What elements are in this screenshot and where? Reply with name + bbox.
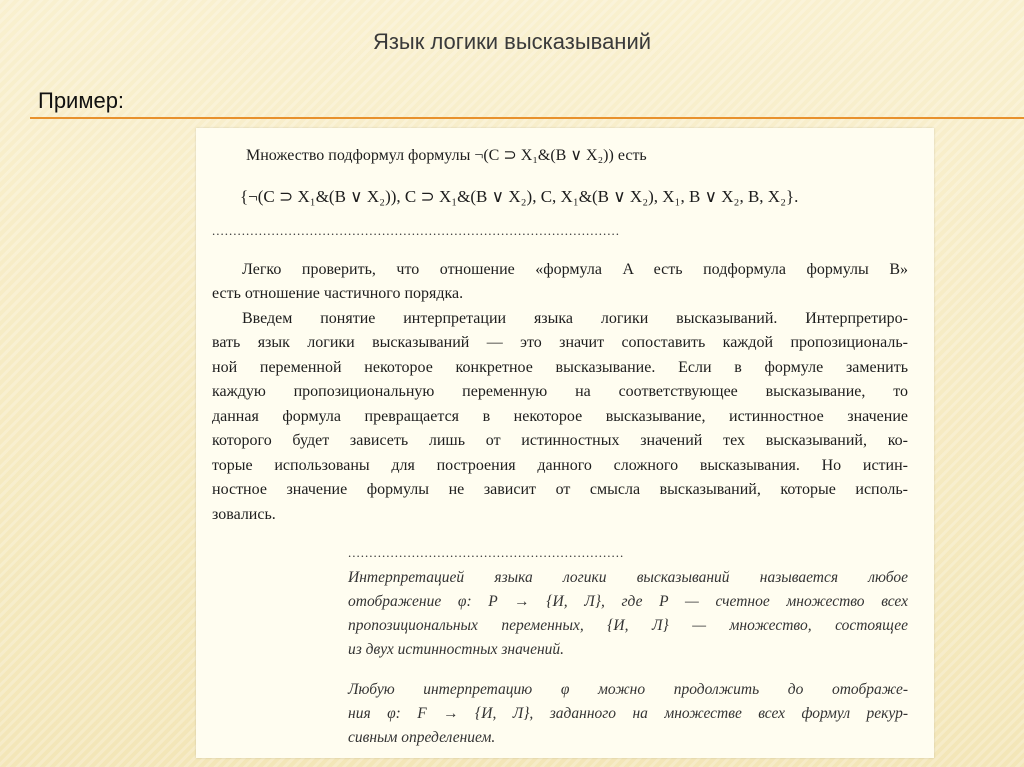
text-line: Легко проверить, что отношение «формула A есть подформула формулы B» [242,260,908,278]
text-line: есть отношение частичного порядка. [212,285,464,302]
text-line: отображение φ: P → {И, Л}, где P — счетное множество всех [348,592,908,610]
text-line: которого будет зависеть лишь от истинностных значений тех высказываний, ко- [212,432,908,449]
text-line: Любую интерпретацию φ можно продолжить до отображе- [348,680,908,698]
formula-intro: Множество подформул формулы ¬(C ⊃ X₁&(B ∨ X₂)) есть [246,147,647,164]
dotted-separator: ................................................................. [348,545,625,560]
text-line: данная формула превращается в некоторое высказывание, истинностное значение [212,407,908,425]
text-line: из двух истинностных значений. [348,640,565,658]
text-line: каждую пропозициональную переменную на соответствующее высказывание, то [212,383,908,400]
subformula-set: {¬(C ⊃ X₁&(B ∨ X₂)), C ⊃ X₁&(B ∨ X₂), C, X₁&(B ∨ X₂), X₁, B ∨ X₂, B, X₂}. [240,186,799,206]
text-line: вать язык логики высказываний — это значит сопоставить каждой пропозициональ- [212,334,908,351]
text-line: ной переменной некоторое конкретное высказывание. Если в формуле заменить [212,358,908,376]
definition-interpretation [348,566,908,662]
text-line: торые использованы для построения данного сложного высказывания. Но истин- [212,456,908,474]
dotted-separator: ................................................................................................ [212,223,620,238]
text-line: ностное значение формулы не зависит от смысла высказываний, которые исполь- [212,481,908,498]
text-line: ния φ: F → {И, Л}, заданного на множестве всех формул рекур- [348,704,908,722]
text-line: сивным определением. [348,728,496,746]
text-line: пропозициональных переменных, {И, Л} — множество, состоящее [348,616,908,634]
scanned-book-page [196,128,934,758]
text-line: Введем понятие интерпретации языка логики высказываний. Интерпретиро- [242,309,908,327]
paragraph-partial-order [212,258,908,307]
heading-divider [30,117,1024,119]
definition-extension [348,678,908,750]
paragraph-interpretation [212,307,908,528]
text-line: зовались. [212,505,276,523]
slide-title: Язык логики высказываний [372,29,652,54]
example-heading: Пример: [38,88,125,113]
definition-block [348,541,908,750]
book-content [212,144,908,750]
text-line: Интерпретацией языка логики высказываний называется любое [348,568,908,586]
